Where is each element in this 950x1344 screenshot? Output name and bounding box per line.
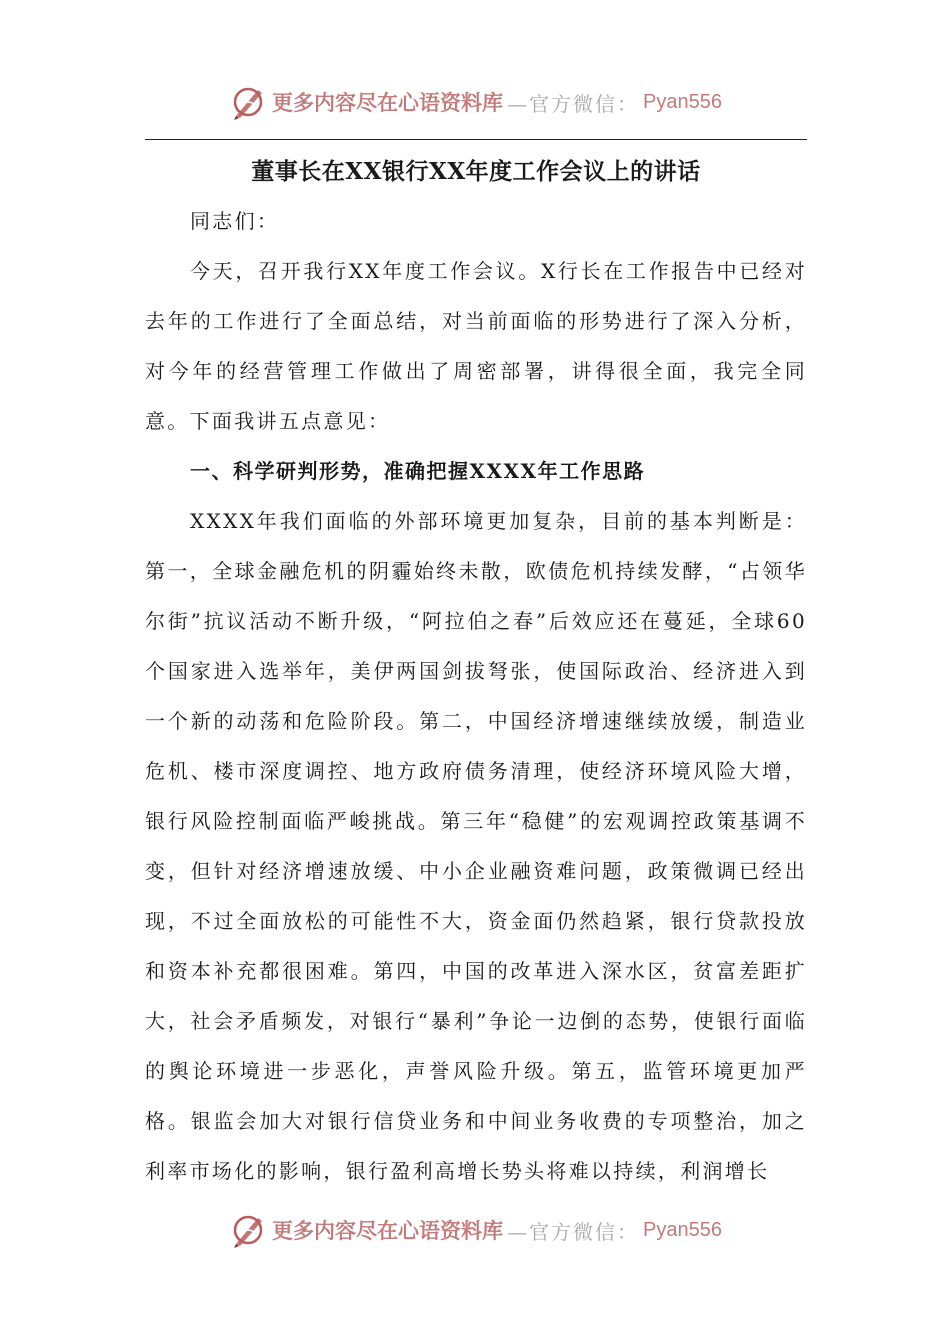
document-title: 董事长在XX银行XX年度工作会议上的讲话 [251,158,701,185]
banner-brand-text: 更多内容尽在心语资料库 [272,1218,504,1243]
paragraph-intro: 今天，召开我行XX年度工作会议。X行长在工作报告中已经对去年的工作进行了全面总结，对当前面临的形势进行了深入分析，对今年的经营管理工作做出了周密部署，讲得很全面，我完全同意。下面我讲五点意见： [145,259,807,433]
section-heading-1: 一、科学研判形势，准确把握XXXX年工作思路 [190,459,646,483]
banner-brand-text: 更多内容尽在心语资料库 [272,90,504,115]
banner-official-text: —官方微信： [507,1219,640,1244]
pen-logo-icon [228,1210,268,1250]
pen-logo-icon [228,82,268,122]
paragraph-situation: XXXX年我们面临的外部环境更加复杂，目前的基本判断是：第一，全球金融危机的阴霾始终未散，欧债危机持续发酵，“占领华尔街”抗议活动不断升级，“阿拉伯之春”后效应还在蔓延，全球60个国家进入选举年，美伊两国剑拔弩张，使国际政治、经济进入到一个新的动荡和危险阶段。第二，中国经济增速继续放缓，制造业危机、楼市深度调控、地方政府债务清理，使经济环境风险大增，银行风险控制面临严峻挑战。第三年“稳健”的宏观调控政策基调不变，但针对经济增速放缓、中小企业融资难问题，政策微调已经出现，不过全面放松的可能性不大，资金面仍然趋紧，银行贷款投放和资本补充都很困难。第四，中国的改革进入深水区，贫富差距扩大，社会矛盾频发，对银行“暴利”争论一边倒的态势，使银行面临的舆论环境进一步恶化，声誉风险升级。第五，监管环境更加严格。银监会加大对银行信贷业务和中间业务收费的专项整治，加之利率市场化的影响，银行盈利高增长势头将难以持续，利润增长 [145,509,807,1183]
banner-wechat-id: Pyan556 [643,1218,722,1241]
header-banner [0,80,950,124]
banner-official-text: —官方微信： [507,91,640,116]
greeting: 同志们： [190,209,280,233]
banner-wechat-id: Pyan556 [643,90,722,113]
footer-banner [0,1208,950,1252]
header-divider [145,139,807,140]
